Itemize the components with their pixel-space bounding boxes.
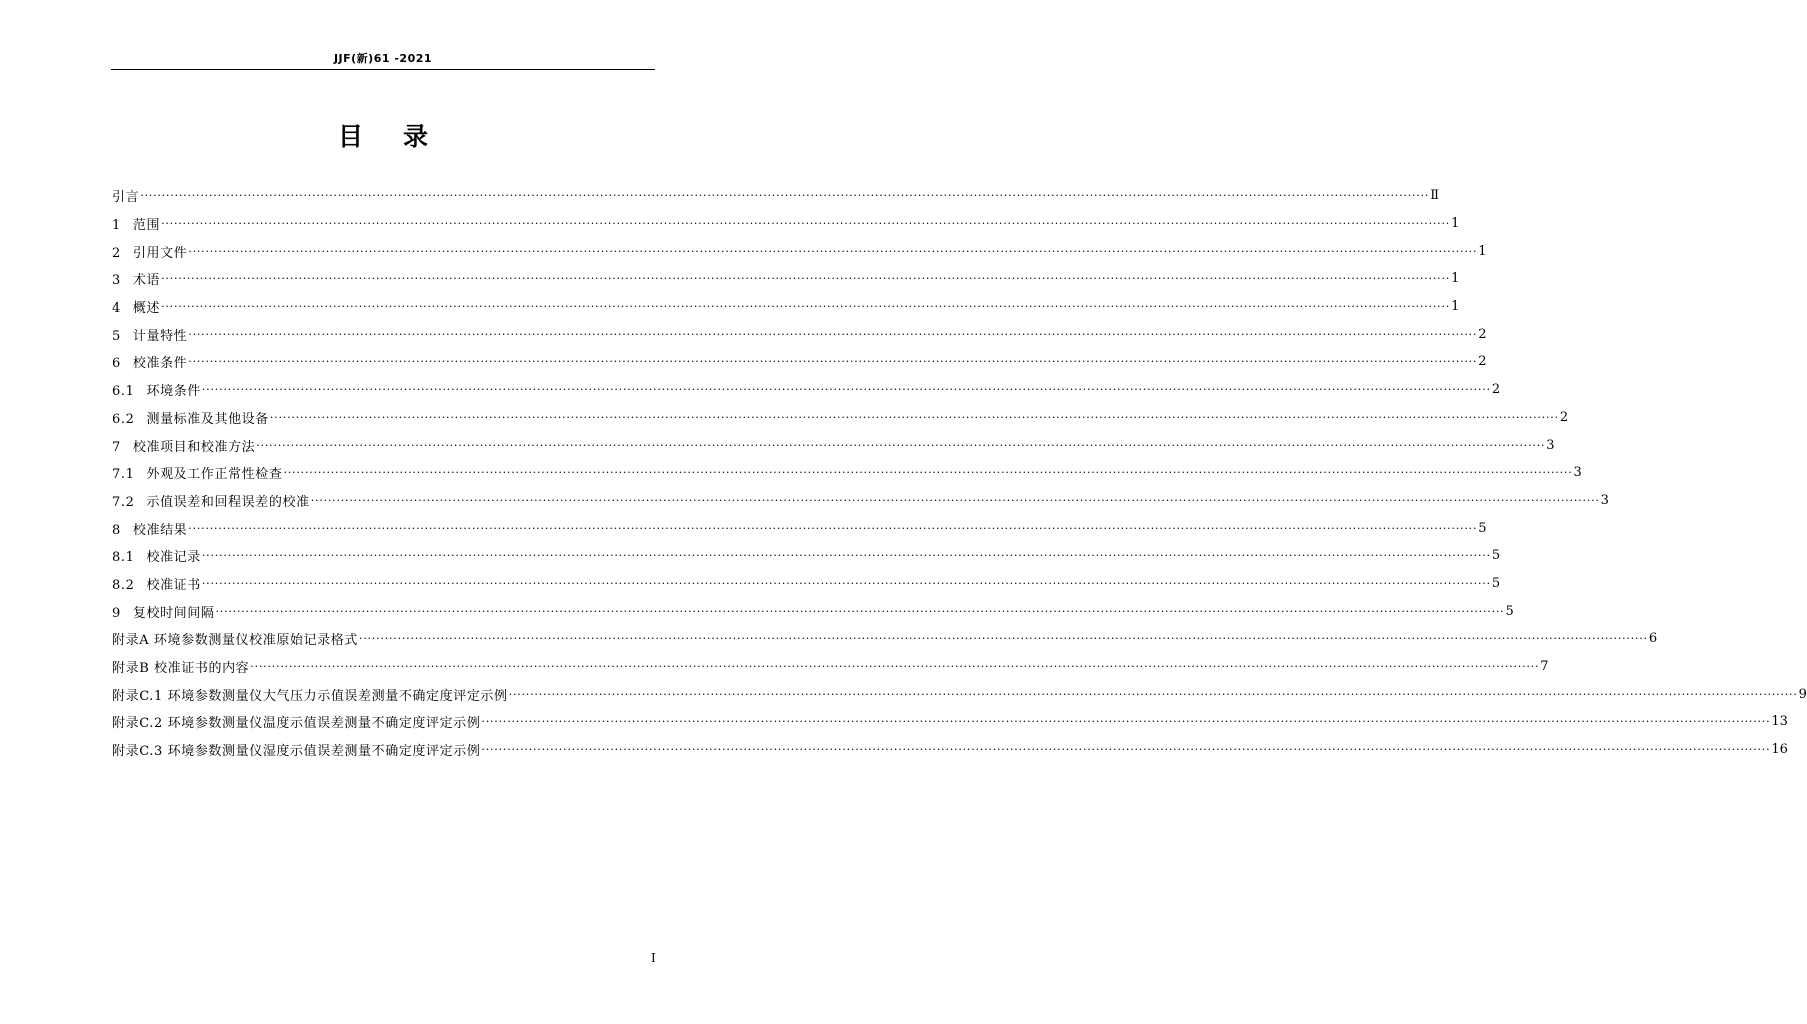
dot-leader: ············································································································································································································································································································: [283, 466, 1573, 480]
toc-entry-title: 术语: [132, 273, 161, 289]
toc-entry-number: 9: [112, 605, 121, 621]
dot-leader: ············································································································································································································································································································: [256, 438, 1546, 452]
toc-entry[interactable]: [112, 542, 1501, 570]
toc-entry-title: 计量特性: [132, 328, 188, 344]
dot-leader: ············································································································································································································································································································: [201, 576, 1491, 590]
toc-entry-title: 引言: [112, 190, 140, 206]
toc-entry-title: 示值误差和回程误差的校准: [146, 494, 310, 510]
dot-leader: ············································································································································································································································································································: [188, 521, 1478, 535]
toc-entry-page: 5: [1491, 548, 1501, 564]
toc-entry-title: 校准条件: [132, 356, 188, 372]
toc-entry-page: 1: [1451, 216, 1460, 232]
toc-entry-page: 13: [1771, 714, 1788, 730]
toc-entry-title: 校准证书: [146, 577, 201, 593]
toc-entry-title: 附录C.2 环境参数测量仪温度示值误差测量不确定度评定示例: [112, 716, 481, 732]
toc-entry-page: 2: [1478, 326, 1487, 342]
toc-entry[interactable]: [112, 237, 1487, 265]
toc-entry-title: 附录C.3 环境参数测量仪湿度示值误差测量不确定度评定示例: [112, 744, 481, 760]
toc-entry[interactable]: [112, 625, 1658, 653]
toc-entry-title: 校准结果: [132, 522, 188, 538]
toc-entry-page: 6: [1648, 631, 1658, 647]
toc-entry-title: 附录B 校准证书的内容: [112, 661, 250, 677]
toc-entry-page: 2: [1478, 354, 1487, 370]
dot-leader: ············································································································································································································································································································: [215, 604, 1505, 618]
toc-entry[interactable]: [112, 653, 1549, 681]
toc-entry-number: 7.2: [112, 494, 135, 510]
dot-leader: ············································································································································································································································································································: [161, 217, 1451, 231]
toc-entry-page: 5: [1505, 603, 1514, 619]
title-part-2: 录: [403, 122, 429, 151]
dot-leader: ············································································································································································································································································································: [188, 327, 1478, 341]
toc-entry[interactable]: [112, 487, 1609, 515]
toc-entry-number: 3: [112, 273, 121, 289]
page-title: [111, 117, 655, 153]
toc-entry-number: 8.2: [112, 577, 135, 593]
toc-entry-number: 6.2: [112, 411, 135, 427]
toc-entry-page: 7: [1540, 659, 1549, 675]
toc-entry-number: 2: [112, 245, 121, 261]
dot-leader: ············································································································································································································································································································: [358, 632, 1648, 646]
toc-entry[interactable]: [112, 376, 1501, 404]
toc-entry[interactable]: [112, 597, 1514, 625]
toc-entry-page: 2: [1491, 382, 1501, 398]
toc-entry-title: 外观及工作正常性检查: [146, 467, 283, 483]
toc-entry-page: 5: [1478, 520, 1487, 536]
toc-entry-page: 3: [1573, 465, 1582, 481]
toc-entry-number: 1: [112, 218, 121, 234]
toc-entry-number: 8: [112, 522, 121, 538]
dot-leader: ············································································································································································································································································································: [201, 549, 1491, 563]
toc-entry[interactable]: [112, 320, 1487, 348]
toc-entry[interactable]: [112, 570, 1501, 598]
toc-entry-number: 4: [112, 301, 121, 317]
toc-entry[interactable]: [112, 736, 1788, 764]
dot-leader: ············································································································································································································································································································: [188, 244, 1478, 258]
toc-entry-page: 3: [1546, 437, 1555, 453]
dot-leader: ············································································································································································································································································································: [201, 383, 1491, 397]
table-of-contents: [112, 182, 1807, 763]
dot-leader: ············································································································································································································································································································: [481, 715, 1771, 729]
document-code-header: JJF(新)61 -2021: [333, 52, 433, 65]
toc-entry[interactable]: [112, 404, 1569, 432]
toc-entry-title: 测量标准及其他设备: [146, 411, 269, 427]
toc-entry-title: 范围: [132, 218, 161, 234]
header-rule: [111, 69, 655, 70]
dot-leader: ············································································································································································································································································································: [250, 660, 1540, 674]
toc-entry-title: 复校时间间隔: [132, 605, 215, 621]
toc-entry-number: 8.1: [112, 550, 135, 566]
title-part-1: 目: [337, 122, 363, 151]
dot-leader: ············································································································································································································································································································: [161, 300, 1451, 314]
toc-entry[interactable]: [112, 708, 1788, 736]
toc-entry-title: 概述: [132, 301, 161, 317]
dot-leader: ············································································································································································································································································································: [188, 355, 1478, 369]
toc-entry-title: 附录A 环境参数测量仪校准原始记录格式: [112, 633, 358, 649]
toc-entry-page: 5: [1491, 575, 1501, 591]
toc-entry-number: 6.1: [112, 384, 135, 400]
toc-entry-title: 附录C.1 环境参数测量仪大气压力示值误差测量不确定度评定示例: [112, 688, 508, 704]
toc-entry-page: 1: [1478, 243, 1487, 259]
toc-entry[interactable]: [112, 431, 1555, 459]
dot-leader: ············································································································································································································································································································: [161, 272, 1451, 286]
dot-leader: ············································································································································································································································································································: [508, 687, 1798, 701]
toc-entry-title: 引用文件: [132, 245, 188, 261]
dot-leader: ············································································································································································································································································································: [140, 189, 1430, 203]
toc-entry-page: 1: [1451, 299, 1460, 315]
toc-entry-title: 校准记录: [146, 550, 201, 566]
toc-entry-number: 5: [112, 328, 121, 344]
dot-leader: ············································································································································································································································································································: [310, 493, 1600, 507]
dot-leader: ············································································································································································································································································································: [269, 410, 1559, 424]
dot-leader: ············································································································································································································································································································: [481, 743, 1771, 757]
toc-entry-page: 1: [1451, 271, 1460, 287]
toc-entry-number: 7: [112, 439, 121, 455]
toc-entry[interactable]: [112, 265, 1460, 293]
toc-entry[interactable]: [112, 210, 1460, 238]
toc-entry[interactable]: [112, 514, 1487, 542]
toc-entry-page: 3: [1600, 492, 1609, 508]
toc-entry[interactable]: [112, 182, 1440, 210]
toc-entry-title: 环境条件: [146, 384, 201, 400]
toc-entry[interactable]: [112, 348, 1487, 376]
toc-entry[interactable]: [112, 680, 1807, 708]
toc-entry-number: 7.1: [112, 467, 135, 483]
toc-entry[interactable]: [112, 293, 1460, 321]
toc-entry-page: 16: [1771, 742, 1788, 758]
toc-entry[interactable]: [112, 459, 1582, 487]
toc-entry-number: 6: [112, 356, 121, 372]
page-number: I: [651, 951, 656, 965]
toc-entry-page: 9: [1798, 686, 1807, 702]
toc-entry-page: 2: [1559, 409, 1569, 425]
toc-entry-page: Ⅱ: [1430, 188, 1440, 204]
toc-entry-title: 校准项目和校准方法: [132, 439, 256, 455]
